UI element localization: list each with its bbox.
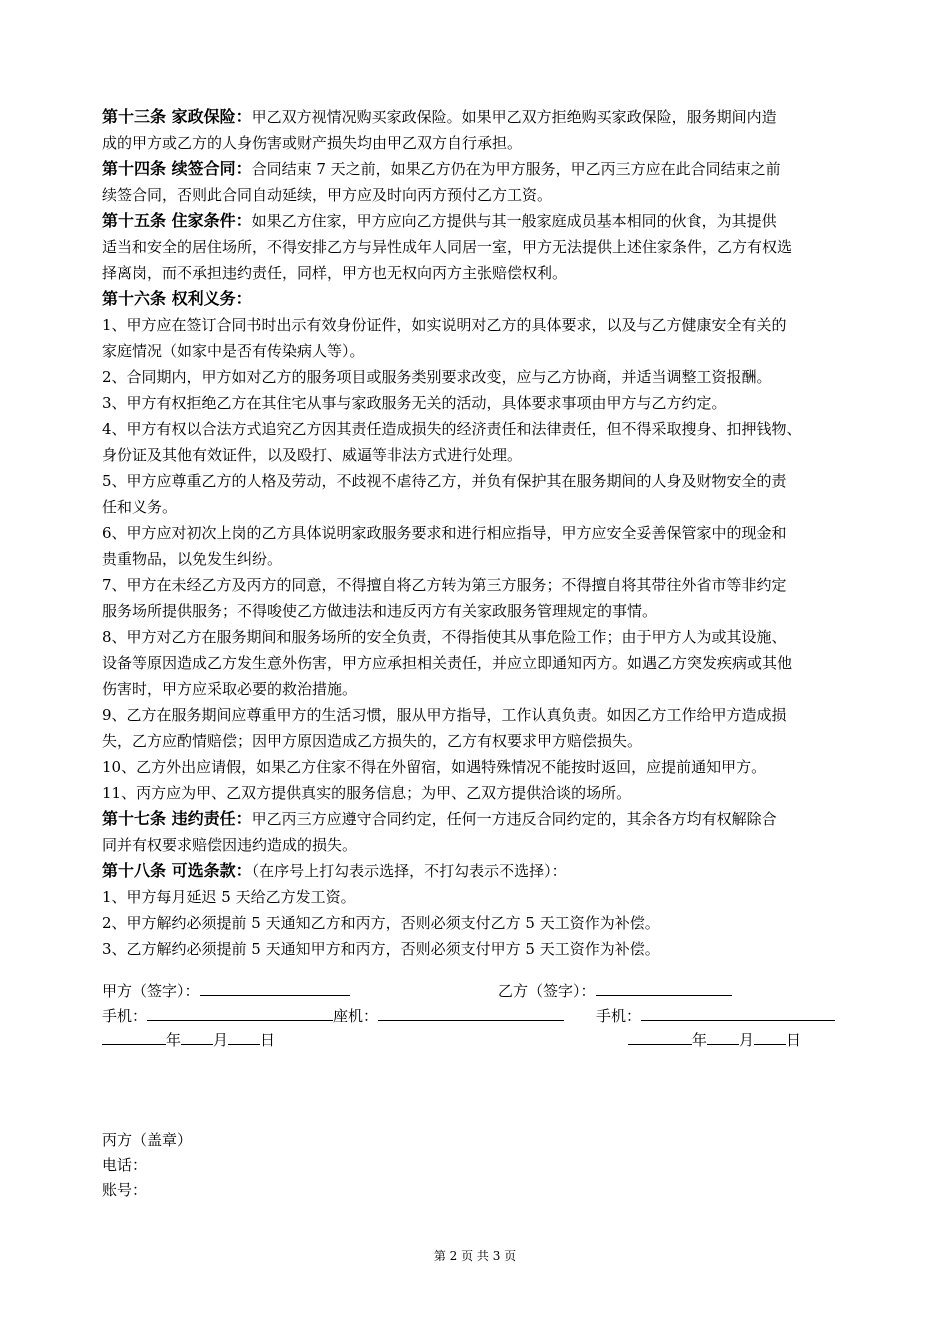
article-16-item-line: 设备等原因造成乙方发生意外伤害，甲方应承担相关责任，并应立即通知丙方。如遇乙方突发疾病或其他: [102, 654, 793, 672]
article-16-item-line: 服务场所提供服务；不得唆使乙方做违法和违反丙方有关家政服务管理规定的事情。: [102, 602, 658, 620]
article-16-item-line: 7、甲方在未经乙方及丙方的同意，不得擅自将乙方转为第三方服务；不得擅自将其带往外省市等非约定: [102, 576, 787, 594]
party-b-sign-label: 乙方（签字）：: [498, 982, 596, 1000]
article-16-item-line: 失，乙方应酌情赔偿；因甲方原因造成乙方损失的，乙方有权要求甲方赔偿损失。: [102, 732, 643, 750]
party-b-sign-field[interactable]: [596, 981, 732, 996]
optional-clause-3[interactable]: 3、乙方解约必须提前 5 天通知甲方和丙方，否则必须支付甲方 5 天工资作为补偿。: [102, 940, 660, 958]
article-15-text: 如果乙方住家，甲方应向乙方提供与其一般家庭成员基本相同的伙食，为其提供: [251, 212, 777, 230]
day-label: 日: [260, 1031, 276, 1049]
article-16: [102, 286, 854, 312]
article-16-item-line: 8、甲方对乙方在服务期间和服务场所的安全负责，不得指使其从事危险工作；由于甲方人为或其设施、: [102, 628, 787, 646]
article-17-heading: 第十七条 违约责任：: [102, 809, 252, 828]
optional-clause-1[interactable]: 1、甲方每月延迟 5 天给乙方发工资。: [102, 888, 356, 906]
article-18-heading: 第十八条 可选条款：: [102, 861, 252, 880]
article-18: [102, 858, 854, 884]
article-16-item-line: 10、乙方外出应请假，如果乙方住家不得在外留宿，如遇特殊情况不能按时返回，应提前通知甲方。: [102, 758, 767, 776]
month-label: 月: [739, 1031, 755, 1049]
article-17: [102, 806, 854, 832]
year-label: 年: [166, 1031, 182, 1049]
article-14-text: 合同结束 7 天之前，如果乙方仍在为甲方服务，甲乙丙三方应在此合同结束之前: [251, 160, 781, 178]
article-13: [102, 104, 854, 130]
article-16-item-line: 伤害时，甲方应采取必要的救治措施。: [102, 680, 358, 698]
article-17-line-2: 同并有权要求赔偿因违约造成的损失。: [102, 836, 358, 854]
party-c-phone-label: 电话：: [102, 1156, 148, 1174]
party-b-date-row: [628, 1030, 801, 1050]
party-a-mobile-field[interactable]: [147, 1006, 333, 1021]
article-14-heading: 第十四条 续签合同：: [102, 159, 252, 178]
article-13-text: 甲乙双方视情况购买家政保险。如果甲乙双方拒绝购买家政保险，服务期间内造: [251, 108, 777, 126]
article-16-item-line: 贵重物品，以免发生纠纷。: [102, 550, 283, 568]
article-16-item-line: 3、甲方有权拒绝乙方在其住宅从事与家政服务无关的活动，具体要求事项由甲方与乙方约定。: [102, 394, 727, 412]
party-a-mobile-label: 手机：: [102, 1007, 148, 1025]
article-18-note: （在序号上打勾表示选择，不打勾表示不选择）：: [251, 862, 567, 880]
party-a-date-row: [102, 1030, 275, 1050]
party-c-account-label: 账号：: [102, 1181, 148, 1199]
party-c-seal-label: 丙方（盖章）: [102, 1131, 193, 1149]
article-15: [102, 208, 854, 234]
article-16-item-line: 9、乙方在服务期间应尊重甲方的生活习惯，服从甲方指导，工作认真负责。如因乙方工作给甲方造成损: [102, 706, 787, 724]
party-a-landline-field[interactable]: [378, 1006, 564, 1021]
article-17-text: 甲乙丙三方应遵守合同约定，任何一方违反合同约定的，其余各方均有权解除合: [251, 810, 777, 828]
article-16-item-line: 6、甲方应对初次上岗的乙方具体说明家政服务要求和进行相应指导，甲方应安全妥善保管家中的现金和: [102, 524, 787, 542]
contract-body: [102, 104, 854, 962]
party-a-landline-label: 座机：: [333, 1007, 379, 1025]
party-a-year-field[interactable]: [102, 1030, 166, 1045]
party-a-month-field[interactable]: [181, 1030, 213, 1045]
article-15-line-2: 适当和安全的居住场所，不得安排乙方与异性成年人同居一室，甲方无法提供上述住家条件，乙方有权选: [102, 238, 793, 256]
article-15-heading: 第十五条 住家条件：: [102, 211, 252, 230]
party-b-mobile-label: 手机：: [596, 1007, 642, 1025]
party-b-day-field[interactable]: [754, 1030, 786, 1045]
article-14-line-2: 续签合同，否则此合同自动延续，甲方应及时向丙方预付乙方工资。: [102, 186, 553, 204]
optional-clause-2[interactable]: 2、甲方解约必须提前 5 天通知乙方和丙方，否则必须支付乙方 5 天工资作为补偿。: [102, 914, 660, 932]
article-16-item-line: 4、甲方有权以合法方式追究乙方因其责任造成损失的经济责任和法律责任，但不得采取搜身、扣押钱物、: [102, 420, 802, 438]
party-b-month-field[interactable]: [707, 1030, 739, 1045]
party-a-day-field[interactable]: [228, 1030, 260, 1045]
party-a-sign-row: [102, 981, 350, 1001]
page-number: 第 2 页 共 3 页: [433, 1249, 517, 1263]
article-16-heading: 第十六条 权利义务：: [102, 289, 252, 308]
party-b-mobile-field[interactable]: [641, 1006, 835, 1021]
article-16-item-line: 家庭情况（如家中是否有传染病人等）。: [102, 342, 365, 360]
article-15-line-3: 择离岗，而不承担违约责任，同样，甲方也无权向丙方主张赔偿权利。: [102, 264, 568, 282]
party-a-sign-field[interactable]: [200, 981, 350, 996]
article-13-line-2: 成的甲方或乙方的人身伤害或财产损失均由甲乙双方自行承担。: [102, 134, 523, 152]
party-b-sign-row: [498, 981, 732, 1001]
article-14: [102, 156, 854, 182]
month-label: 月: [213, 1031, 229, 1049]
article-16-item-line: 1、甲方应在签订合同书时出示有效身份证件，如实说明对乙方的具体要求，以及与乙方健康安全有关的: [102, 316, 787, 334]
party-b-contact-row: [596, 1006, 835, 1026]
party-a-sign-label: 甲方（签字）：: [102, 982, 200, 1000]
party-a-contact-row: [102, 1006, 564, 1026]
day-label: 日: [786, 1031, 802, 1049]
article-16-item-line: 身份证及其他有效证件，以及殴打、威逼等非法方式进行处理。: [102, 446, 523, 464]
article-16-item-line: 2、合同期内，甲方如对乙方的服务项目或服务类别要求改变，应与乙方协商，并适当调整工资报酬。: [102, 368, 772, 386]
article-16-item-line: 任和义务。: [102, 498, 178, 516]
article-16-item-line: 11、丙方应为甲、乙双方提供真实的服务信息；为甲、乙双方提供洽谈的场所。: [102, 784, 632, 802]
article-16-item-line: 5、甲方应尊重乙方的人格及劳动，不歧视不虐待乙方，并负有保护其在服务期间的人身及财物安全的责: [102, 472, 787, 490]
party-b-year-field[interactable]: [628, 1030, 692, 1045]
year-label: 年: [692, 1031, 708, 1049]
article-13-heading: 第十三条 家政保险：: [102, 107, 252, 126]
